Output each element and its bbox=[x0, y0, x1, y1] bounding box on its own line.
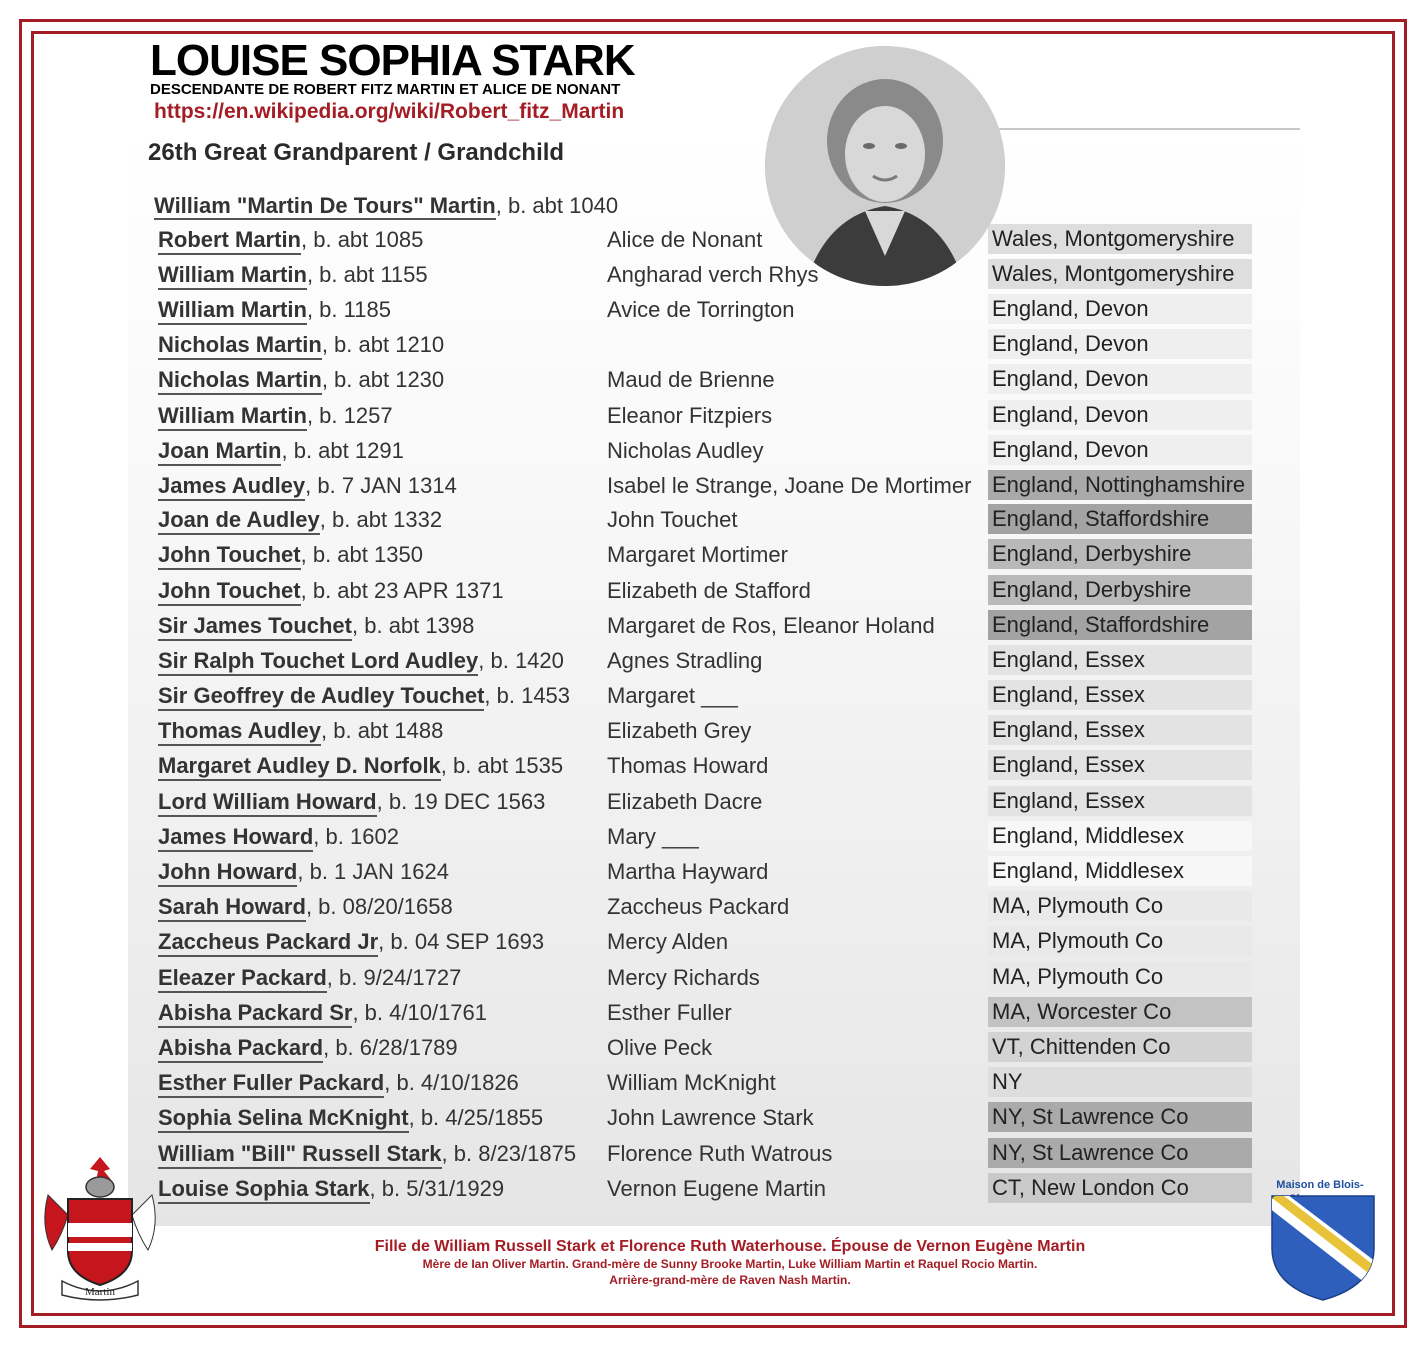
spouse-name: Nicholas Audley bbox=[607, 438, 764, 463]
ancestor-name[interactable]: Nicholas Martin bbox=[158, 367, 322, 395]
birth-place: England, Derbyshire bbox=[988, 539, 1252, 569]
birth-place: England, Nottinghamshire bbox=[988, 470, 1252, 500]
separator: , bbox=[306, 297, 320, 322]
lineage-row bbox=[0, 785, 1426, 818]
birth-place: England, Staffordshire bbox=[988, 504, 1252, 534]
ancestor-born: b. 5/31/1929 bbox=[381, 1176, 505, 1201]
ancestor-born: b. abt 1332 bbox=[332, 507, 443, 532]
ancestor-born: b. abt 1210 bbox=[334, 332, 445, 357]
spouse-name: Elizabeth de Stafford bbox=[607, 578, 811, 603]
separator: , bbox=[281, 438, 294, 463]
separator: , bbox=[321, 367, 335, 392]
ancestor-born: b. 8/23/1875 bbox=[453, 1141, 577, 1166]
birth-place: England, Essex bbox=[988, 715, 1252, 745]
separator: , bbox=[478, 648, 491, 673]
ancestor-name[interactable]: John Touchet bbox=[158, 578, 301, 606]
ancestor-born: b. abt 1230 bbox=[334, 367, 445, 392]
shield-label: Maison de Blois- bbox=[1276, 1179, 1364, 1191]
birth-place: England, Essex bbox=[988, 645, 1252, 675]
separator: , bbox=[495, 193, 508, 218]
spouse-name: Olive Peck bbox=[607, 1035, 713, 1060]
birth-place: England, Devon bbox=[988, 435, 1252, 465]
birth-place: CT, New London Co bbox=[988, 1173, 1252, 1203]
spouse-name: Alice de Nonant bbox=[607, 227, 763, 252]
spouse-name: Vernon Eugene Martin bbox=[607, 1176, 826, 1201]
lineage-row bbox=[0, 503, 1426, 536]
ancestor-born: b. abt 1488 bbox=[333, 718, 444, 743]
ancestor-name[interactable]: Joan de Audley bbox=[158, 507, 320, 535]
crest-motto-label: Martin bbox=[85, 1286, 115, 1298]
ancestor-name[interactable]: Sarah Howard bbox=[158, 894, 306, 922]
ancestor-name[interactable]: Louise Sophia Stark bbox=[158, 1176, 370, 1204]
separator: , bbox=[305, 894, 319, 919]
ancestor-born: b. abt 1085 bbox=[313, 227, 424, 252]
ancestor-name[interactable]: Sir Ralph Touchet Lord Audley bbox=[158, 648, 478, 676]
ancestor-name[interactable]: James Audley bbox=[158, 473, 305, 501]
ancestor-born: b. 6/28/1789 bbox=[335, 1035, 458, 1060]
generation-heading: 26th Great Grandparent / Grandchild bbox=[148, 139, 565, 166]
separator: , bbox=[323, 1035, 336, 1060]
martin-coat-of-arms bbox=[38, 1155, 162, 1303]
spouse-name: Martha Hayward bbox=[607, 859, 769, 884]
lineage-row bbox=[0, 399, 1426, 432]
ancestor-cell bbox=[158, 226, 423, 254]
ancestor-name[interactable]: Abisha Packard bbox=[158, 1035, 323, 1063]
ancestor-born: b. 9/24/1727 bbox=[339, 965, 462, 990]
spouse-name: Florence Ruth Watrous bbox=[607, 1141, 833, 1166]
lineage-row bbox=[0, 1172, 1426, 1205]
root-ancestor-row bbox=[154, 192, 618, 220]
ancestor-name[interactable]: Abisha Packard Sr bbox=[158, 1000, 352, 1028]
ancestor-name[interactable]: Nicholas Martin bbox=[158, 332, 322, 360]
ancestor-cell bbox=[158, 577, 504, 605]
birth-place: England, Staffordshire bbox=[988, 610, 1252, 640]
ancestor-cell bbox=[158, 647, 564, 675]
ancestor-name[interactable]: Zaccheus Packard Jr bbox=[158, 929, 378, 957]
ancestor-cell bbox=[158, 1175, 504, 1203]
ancestor-born: b. 4/25/1855 bbox=[420, 1105, 544, 1130]
ancestor-cell bbox=[158, 928, 544, 956]
ancestor-cell bbox=[158, 437, 404, 465]
wikipedia-link[interactable]: https://en.wikipedia.org/wiki/Robert_fitz_Martin bbox=[154, 100, 625, 123]
ancestor-name[interactable]: John Touchet bbox=[158, 542, 301, 570]
separator: , bbox=[326, 965, 340, 990]
ancestor-born: b. 4/10/1826 bbox=[396, 1070, 519, 1095]
blois-champagne-arms bbox=[1250, 1178, 1390, 1302]
spouse-name: William McKnight bbox=[607, 1070, 776, 1095]
ancestor-born: b. 04 SEP 1693 bbox=[390, 929, 545, 954]
spouse-name: Avice de Torrington bbox=[607, 297, 795, 322]
footer-line-3: Arrière-grand-mère de Raven Nash Martin. bbox=[609, 1273, 851, 1287]
lineage-row bbox=[0, 469, 1426, 502]
ancestor-cell bbox=[158, 331, 444, 359]
footer-line-2: Mère de Ian Oliver Martin. Grand-mère de Sunny Brooke Martin, Luke William Martin et Raquel Rocio Martin. bbox=[422, 1257, 1038, 1271]
ancestor-name[interactable]: James Howard bbox=[158, 824, 313, 852]
birth-place: MA, Worcester Co bbox=[988, 997, 1252, 1027]
spouse-name: Angharad verch Rhys bbox=[607, 262, 819, 287]
spouse-name: Margaret Mortimer bbox=[607, 542, 788, 567]
ancestor-cell bbox=[158, 472, 457, 500]
ancestor-cell bbox=[158, 1140, 576, 1168]
spouse-name: John Touchet bbox=[607, 507, 738, 532]
birth-place: MA, Plymouth Co bbox=[988, 926, 1252, 956]
lineage-row bbox=[0, 820, 1426, 853]
ancestor-cell bbox=[158, 717, 443, 745]
birth-place: England, Middlesex bbox=[988, 856, 1252, 886]
spouse-name: Maud de Brienne bbox=[607, 367, 775, 392]
separator: , bbox=[319, 507, 333, 532]
ancestor-born: b. 08/20/1658 bbox=[318, 894, 453, 919]
separator: , bbox=[321, 718, 334, 743]
spouse-name: John Lawrence Stark bbox=[607, 1105, 814, 1130]
page-subtitle: DESCENDANTE DE ROBERT FITZ MARTIN ET ALICE DE NONANT bbox=[150, 81, 621, 98]
ancestor-born: b. abt 1535 bbox=[453, 753, 564, 778]
lineage-row bbox=[0, 925, 1426, 958]
ancestor-cell bbox=[158, 541, 423, 569]
ancestor-born: b. abt 1398 bbox=[364, 613, 475, 638]
birth-place: England, Devon bbox=[988, 364, 1252, 394]
separator: , bbox=[301, 227, 314, 252]
spouse-name: Mary ___ bbox=[607, 824, 699, 849]
lineage-row bbox=[0, 961, 1426, 994]
ancestor-born: b. abt 1155 bbox=[319, 262, 428, 287]
separator: , bbox=[376, 789, 389, 814]
ancestor-cell bbox=[158, 752, 563, 780]
birth-place: Wales, Montgomeryshire bbox=[988, 224, 1252, 254]
lineage-row bbox=[0, 223, 1426, 256]
lineage-row bbox=[0, 890, 1426, 923]
separator: , bbox=[408, 1105, 421, 1130]
ancestor-born: b. 7 JAN 1314 bbox=[317, 473, 457, 498]
birth-place: Wales, Montgomeryshire bbox=[988, 259, 1252, 289]
ancestor-born: b. abt 1291 bbox=[293, 438, 404, 463]
separator: , bbox=[300, 542, 313, 567]
birth-place: MA, Plymouth Co bbox=[988, 891, 1252, 921]
lineage-row bbox=[0, 363, 1426, 396]
birth-place: NY, St Lawrence Co bbox=[988, 1102, 1252, 1132]
ancestor-cell bbox=[158, 366, 444, 394]
separator: , bbox=[297, 859, 310, 884]
ancestor-born: b. abt 1350 bbox=[312, 542, 423, 567]
birth-place: England, Devon bbox=[988, 329, 1252, 359]
ancestor-cell bbox=[158, 1069, 519, 1097]
portrait-image bbox=[765, 46, 1005, 286]
ancestor-born: b. 1185 bbox=[319, 297, 391, 322]
portrait-photo bbox=[765, 46, 1005, 286]
lineage-row bbox=[0, 1066, 1426, 1099]
ancestor-name[interactable]: John Howard bbox=[158, 859, 297, 887]
ancestor-born: b. 19 DEC 1563 bbox=[388, 789, 546, 814]
ancestor-cell bbox=[158, 858, 449, 886]
martin-crest-icon bbox=[38, 1155, 162, 1303]
ancestor-name[interactable]: Thomas Audley bbox=[158, 718, 321, 746]
separator: , bbox=[313, 824, 326, 849]
ancestor-born: b. 1453 bbox=[496, 683, 571, 708]
birth-place: England, Middlesex bbox=[988, 821, 1252, 851]
blois-shield-icon bbox=[1250, 1178, 1390, 1302]
header-rule bbox=[988, 128, 1300, 130]
lineage-row bbox=[0, 749, 1426, 782]
lineage-row bbox=[0, 1031, 1426, 1064]
separator: , bbox=[484, 683, 497, 708]
birth-place: England, Essex bbox=[988, 750, 1252, 780]
spouse-name: Esther Fuller bbox=[607, 1000, 732, 1025]
lineage-row bbox=[0, 855, 1426, 888]
ancestor-name[interactable]: Sophia Selina McKnight bbox=[158, 1105, 409, 1133]
ancestor-born: b. 1420 bbox=[490, 648, 564, 673]
lineage-row bbox=[0, 996, 1426, 1029]
lineage-row bbox=[0, 714, 1426, 747]
ancestor-cell bbox=[158, 999, 487, 1027]
separator: , bbox=[440, 753, 454, 778]
ancestor-cell bbox=[158, 964, 461, 992]
spouse-name: Thomas Howard bbox=[607, 753, 769, 778]
root-ancestor-name[interactable]: William "Martin De Tours" Martin bbox=[154, 193, 496, 218]
ancestor-name[interactable]: Margaret Audley D. Norfolk bbox=[158, 753, 441, 781]
spouse-name: Eleanor Fitzpiers bbox=[607, 403, 773, 428]
birth-place: VT, Chittenden Co bbox=[988, 1032, 1252, 1062]
ancestor-cell bbox=[158, 1104, 543, 1132]
spouse-name: Elizabeth Grey bbox=[607, 718, 752, 743]
lineage-row bbox=[0, 609, 1426, 642]
separator: , bbox=[441, 1141, 454, 1166]
ancestor-name[interactable]: Robert Martin bbox=[158, 227, 301, 255]
lineage-row bbox=[0, 1137, 1426, 1170]
ancestor-born: b. 1257 bbox=[319, 403, 393, 428]
spouse-name: Margaret ___ bbox=[607, 683, 738, 708]
ancestor-cell bbox=[158, 612, 474, 640]
lineage-row bbox=[0, 258, 1426, 291]
separator: , bbox=[306, 262, 320, 287]
birth-place: NY, St Lawrence Co bbox=[988, 1138, 1252, 1168]
spouse-name: Elizabeth Dacre bbox=[607, 789, 763, 814]
lineage-row bbox=[0, 574, 1426, 607]
lineage-row bbox=[0, 1101, 1426, 1134]
separator: , bbox=[352, 613, 365, 638]
birth-place: MA, Plymouth Co bbox=[988, 962, 1252, 992]
birth-place: England, Derbyshire bbox=[988, 575, 1252, 605]
ancestor-cell bbox=[158, 823, 399, 851]
ancestor-cell bbox=[158, 682, 570, 710]
ancestor-name[interactable]: Sir James Touchet bbox=[158, 613, 352, 641]
separator: , bbox=[369, 1176, 382, 1201]
lineage-row bbox=[0, 293, 1426, 326]
ancestor-born: b. 1 JAN 1624 bbox=[309, 859, 450, 884]
lineage-row bbox=[0, 434, 1426, 467]
ancestor-name[interactable]: William Martin bbox=[158, 262, 307, 290]
ancestor-born: b. 1602 bbox=[325, 824, 399, 849]
spouse-name: Isabel le Strange, Joane De Mortimer bbox=[607, 473, 972, 498]
spouse-name: Agnes Stradling bbox=[607, 648, 763, 673]
ancestor-cell bbox=[158, 261, 428, 289]
ancestor-born: b. abt 23 APR 1371 bbox=[312, 578, 504, 603]
spouse-name: Zaccheus Packard bbox=[607, 894, 790, 919]
footer-line-1: Fille de William Russell Stark et Florence Ruth Waterhouse. Épouse de Vernon Eugène Martin bbox=[374, 1238, 1086, 1255]
lineage-row bbox=[0, 679, 1426, 712]
lineage-row bbox=[0, 538, 1426, 571]
ancestor-name[interactable]: William "Bill" Russell Stark bbox=[158, 1141, 442, 1169]
separator: , bbox=[305, 473, 318, 498]
lineage-row bbox=[0, 644, 1426, 677]
ancestor-name[interactable]: Eleazer Packard bbox=[158, 965, 327, 993]
separator: , bbox=[352, 1000, 365, 1025]
ancestor-cell bbox=[158, 296, 391, 324]
root-ancestor-born: b. abt 1040 bbox=[507, 193, 619, 218]
lineage-row bbox=[0, 328, 1426, 361]
spouse-name: Mercy Alden bbox=[607, 929, 729, 954]
ancestor-cell bbox=[158, 1034, 458, 1062]
ancestor-cell bbox=[158, 506, 442, 534]
spouse-name: Mercy Richards bbox=[607, 965, 760, 990]
birth-place: England, Essex bbox=[988, 786, 1252, 816]
ancestor-name[interactable]: William Martin bbox=[158, 403, 307, 431]
birth-place: England, Devon bbox=[988, 400, 1252, 430]
separator: , bbox=[306, 403, 320, 428]
ancestor-name[interactable]: William Martin bbox=[158, 297, 307, 325]
ancestor-born: b. 4/10/1761 bbox=[364, 1000, 488, 1025]
page-title: LOUISE SOPHIA STARK bbox=[150, 36, 635, 85]
separator: , bbox=[300, 578, 313, 603]
ancestor-name[interactable]: Sir Geoffrey de Audley Touchet bbox=[158, 683, 484, 711]
separator: , bbox=[378, 929, 391, 954]
birth-place: England, Devon bbox=[988, 294, 1252, 324]
ancestor-cell bbox=[158, 402, 393, 430]
separator: , bbox=[321, 332, 335, 357]
spouse-name: Margaret de Ros, Eleanor Holand bbox=[607, 613, 935, 638]
ancestor-name[interactable]: Lord William Howard bbox=[158, 789, 377, 817]
ancestor-name[interactable]: Esther Fuller Packard bbox=[158, 1070, 384, 1098]
separator: , bbox=[384, 1070, 397, 1095]
ancestor-name[interactable]: Joan Martin bbox=[158, 438, 281, 466]
birth-place: England, Essex bbox=[988, 680, 1252, 710]
birth-place: NY bbox=[988, 1067, 1252, 1097]
ancestor-cell bbox=[158, 893, 453, 921]
ancestor-cell bbox=[158, 788, 545, 816]
